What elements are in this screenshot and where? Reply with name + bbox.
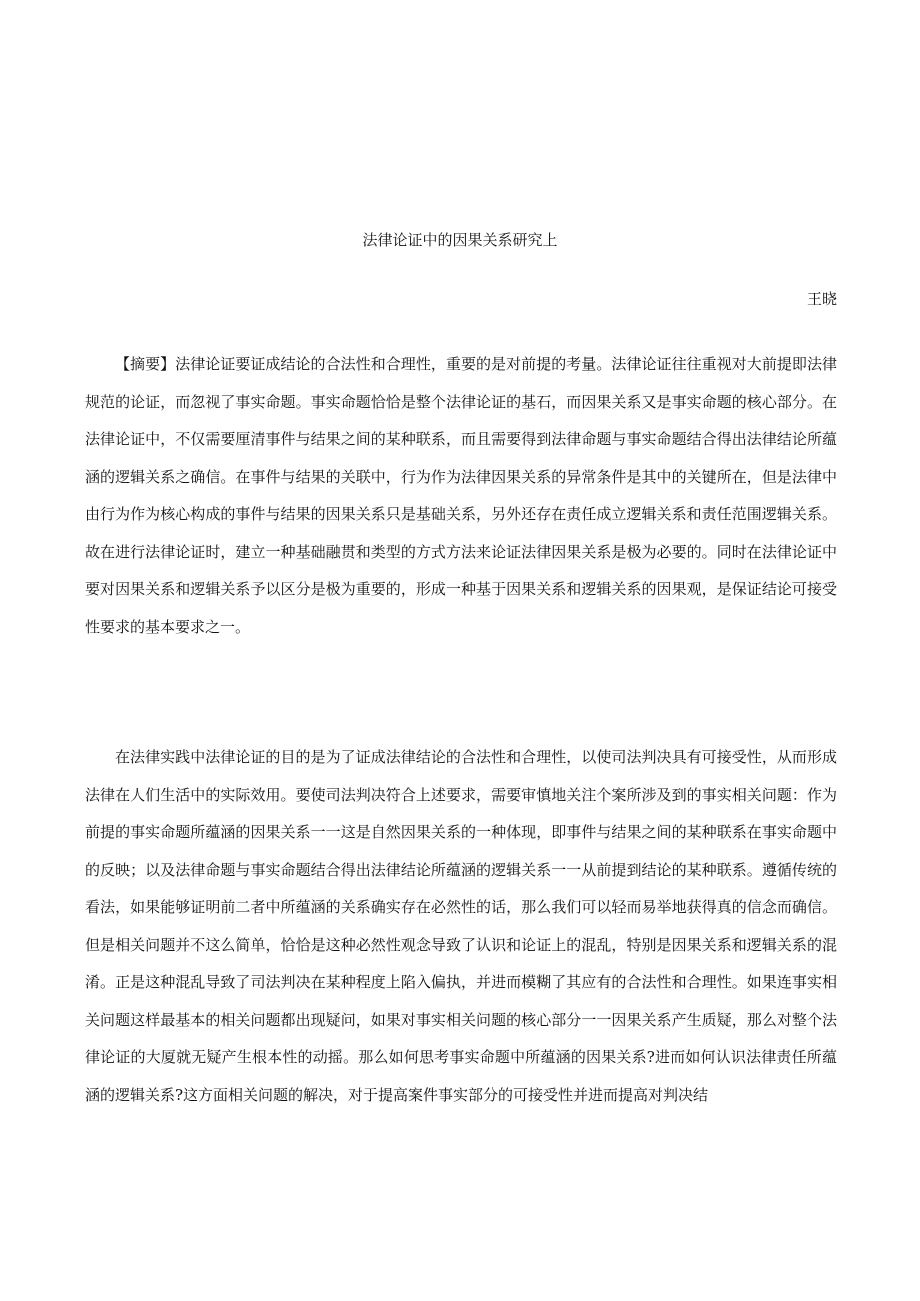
body-paragraph: 在法律实践中法律论证的目的是为了证成法律结论的合法性和合理性，以使司法判决具有可接受性，从而形成法律在人们生活中的实际效用。要使司法判决符合上述要求，需要审慎地关注个案所涉及到的事实相关问题：作为前提的事实命题所蕴涵的因果关系一一这是自然因果关系的一种体现，即事件与结果之间的某种联系在事实命题中的反映；以及法律命题与事实命题结合得出法律结论所蕴涵的逻辑关系一一从前提到结论的某种联系。遵循传统的看法，如果能够证明前二者中所蕴涵的关系确实存在必然性的话，那么我们可以轻而易举地获得真的信念而确信。但是相关问题并不这么简单，恰恰是这种必然性观念导致了认识和论证上的混乱，特别是因果关系和逻辑关系的混淆。正是这种混乱导致了司法判决在某种程度上陷入偏执，并进而模糊了其应有的合法性和合理性。如果连事实相关问题这样最基本的相关问题都出现疑问，如果对事实相关问题的核心部分一一因果关系产生质疑，那么对整个法律论证的大厦就无疑产生根本性的动摇。那么如何思考事实命题中所蕴涵的因果关系?进而如何认识法律责任所蕴涵的逻辑关系?这方面相关问题的解决，对于提高案件事实部分的可接受性并进而提高对判决结 bbox=[85, 748, 837, 1104]
document-author: 王晓 bbox=[806, 290, 837, 308]
abstract-paragraph: 【摘要】法律论证要证成结论的合法性和合理性，重要的是对前提的考量。法律论证往往重视对大前提即法律规范的论证，而忽视了事实命题。事实命题恰恰是整个法律论证的基石，而因果关系又是事实命题的核心部分。在法律论证中，不仅需要厘清事件与结果之间的某种联系，而且需要得到法律命题与事实命题结合得出法律结论所蕴涵的逻辑关系之确信。在事件与结果的关联中，行为作为法律因果关系的异常条件是其中的关键所在，但是法律中由行为作为核心构成的事件与结果的因果关系只是基础关系，另外还存在责任成立逻辑关系和责任范围逻辑关系。故在进行法律论证时，建立一种基础融贯和类型的方式方法来论证法律因果关系是极为必要的。同时在法律论证中要对因果关系和逻辑关系予以区分是极为重要的，形成一种基于因果关系和逻辑关系的因果观，是保证结论可接受性要求的基本要求之一。 bbox=[85, 355, 837, 636]
document-title: 法律论证中的因果关系研究上 bbox=[362, 231, 558, 249]
